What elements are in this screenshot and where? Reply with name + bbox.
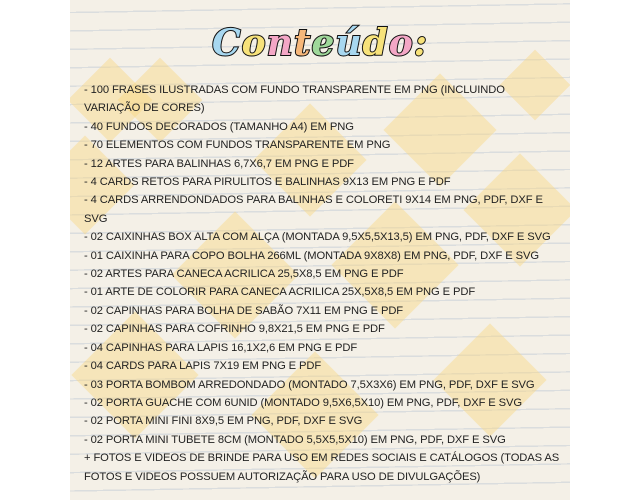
content-card	[70, 0, 570, 500]
list-item: - 4 CARDS ARRENDONDADOS PARA BALINHAS E COLORETI 9X14 EM PNG, PDF, DXF E SVG	[84, 194, 543, 225]
title-letter: o	[388, 22, 414, 64]
list-item: - 02 PORTA GUACHE COM 6UNID (MONTADO 9,5X6,5X10) EM PNG, PDF, DXF E SVG	[84, 396, 523, 409]
title-letter: t	[293, 22, 312, 64]
title-letter: o	[241, 22, 267, 64]
list-item: - 02 PORTA MINI TUBETE 8CM (MONTADO 5,5X5,5X10) EM PNG, PDF, DXF E SVG	[84, 433, 506, 446]
list-item: - 03 PORTA BOMBOM ARREDONDADO (MONTADO 7,5X3X6) EM PNG, PDF, DXF E SVG	[84, 378, 535, 391]
list-item: - 02 ARTES PARA CANECA ACRILICA 25,5X8,5 EM PNG E PDF	[84, 268, 404, 281]
list-item: - 02 CAIXINHAS BOX ALTA COM ALÇA (MONTADA 9,5X5,5X13,5) EM PNG, PDF, DXF E SVG	[84, 231, 551, 244]
list-item: - 04 CAPINHAS PARA LAPIS 16,1X2,6 EM PNG E PDF	[84, 341, 358, 354]
list-item: - 04 CARDS PARA LAPIS 7X19 EM PNG E PDF	[84, 360, 322, 373]
list-item: - 100 FRASES ILUSTRADAS COM FUNDO TRANSPARENTE EM PNG (INCLUINDO VARIAÇÃO DE CORES)	[84, 84, 505, 115]
title-letter: ú	[335, 22, 363, 64]
title-letter: :	[413, 22, 429, 64]
title-letter: C	[211, 22, 242, 64]
title-letter: d	[362, 22, 389, 64]
list-item: - 02 CAPINHAS PARA BOLHA DE SABÃO 7X11 EM PNG E PDF	[84, 304, 404, 317]
list-item: + FOTOS E VIDEOS DE BRINDE PARA USO EM REDES SOCIAIS E CATÁLOGOS (TODAS AS FOTOS E VIDEOS POSSUEM AUTORIZAÇÃO PARA USO DE DIVULGAÇÕES)	[84, 452, 560, 483]
list-item: - 01 CAIXINHA PARA COPO BOLHA 266ML (MONTADA 9X8X8) EM PNG, PDF, DXF E SVG	[84, 249, 539, 262]
list-item: - 70 ELEMENTOS COM FUNDOS TRANSPARENTE EM PNG	[84, 139, 391, 152]
title-letter: n	[266, 22, 294, 64]
list-item: - 02 PORTA MINI FINI 8X9,5 EM PNG, PDF, DXF E SVG	[84, 415, 363, 428]
list-item: - 01 ARTE DE COLORIR PARA CANECA ACRILICA 25X,5X8,5 EM PNG E PDF	[84, 286, 476, 299]
page-title	[70, 22, 570, 64]
list-item: - 02 CAPINHAS PARA COFRINHO 9,8X21,5 EM PNG E PDF	[84, 323, 385, 336]
content-list	[84, 81, 564, 486]
title-letter: e	[311, 22, 336, 64]
list-item: - 12 ARTES PARA BALINHAS 6,7X6,7 EM PNG E PDF	[84, 157, 354, 170]
list-item: - 4 CARDS RETOS PARA PIRULITOS E BALINHAS 9X13 EM PNG E PDF	[84, 176, 451, 189]
list-item: - 40 FUNDOS DECORADOS (TAMANHO A4) EM PNG	[84, 120, 354, 133]
